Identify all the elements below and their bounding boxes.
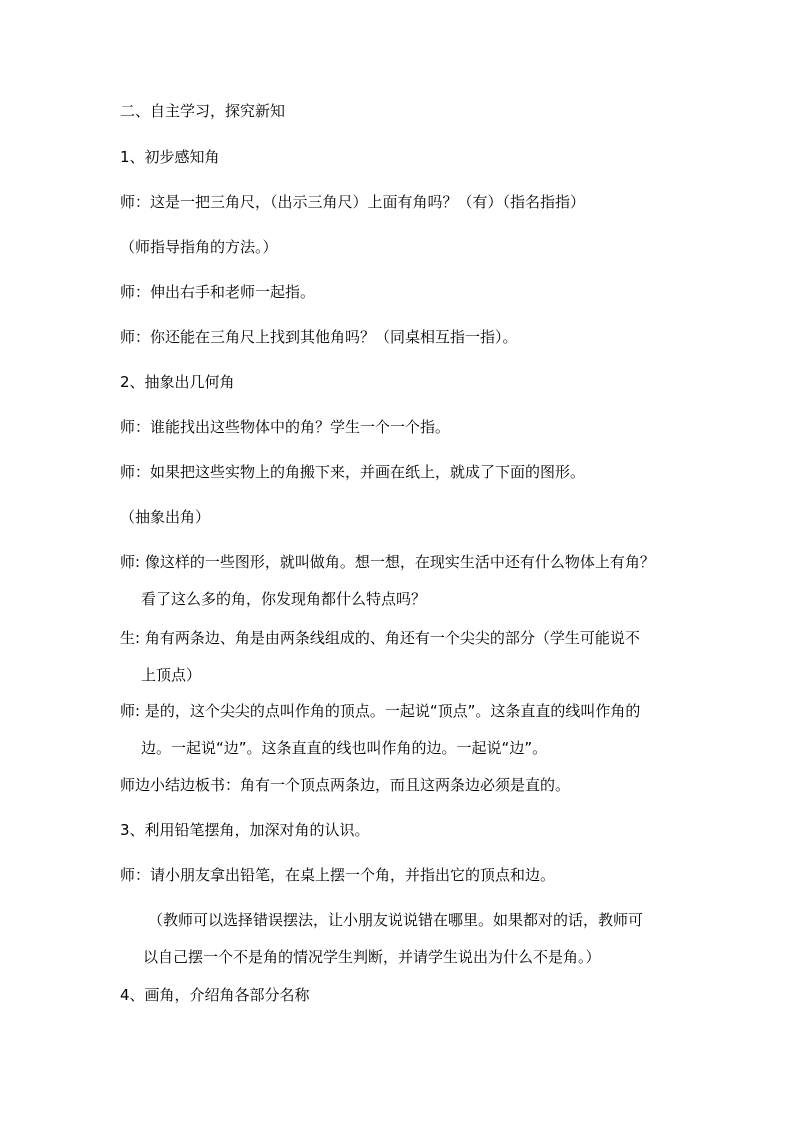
heading-2: 2、抽象出几何角 xyxy=(120,373,235,391)
heading-3: 3、利用铅笔摆角，加深对角的认识。 xyxy=(120,821,370,839)
paragraph: （师指导指角的方法。） xyxy=(120,238,278,256)
paragraph-block xyxy=(120,629,680,684)
paragraph: 师：请小朋友拿出铅笔，在桌上摆一个角，并指出它的顶点和边。 xyxy=(120,866,556,884)
paragraph-line: 师: 是的，这个尖尖的点叫作角的顶点。一起说“顶点”。这条直直的线叫作角的 xyxy=(120,702,641,720)
paragraph-block xyxy=(143,911,683,966)
paragraph: 师：谁能找出这些物体中的角？学生一个一个指。 xyxy=(120,418,451,436)
paragraph-line: 看了这么多的角，你发现角都什么特点吗？ xyxy=(141,590,427,608)
paragraph-line: 师: 像这样的一些图形，就叫做角。想一想，在现实生活中还有什么物体上有角？ xyxy=(120,553,655,571)
paragraph-block xyxy=(120,702,680,757)
section-title: 二、自主学习，探究新知 xyxy=(120,102,286,120)
paragraph-line: 以自己摆一个不是角的情况学生判断，并请学生说出为什么不是角。） xyxy=(143,948,601,966)
paragraph: 师：如果把这些实物上的角搬下来，并画在纸上，就成了下面的图形。 xyxy=(120,463,586,481)
paragraph: 师：这是一把三角尺，（出示三角尺）上面有角吗？（有）（指名指指） xyxy=(120,193,586,211)
paragraph-line: （教师可以选择错误摆法，让小朋友说说错在哪里。如果都对的话，教师可 xyxy=(148,911,644,929)
paragraph: （抽象出角） xyxy=(120,508,211,526)
paragraph: 师：你还能在三角尺上找到其他角吗？（同桌相互指一指）。 xyxy=(120,328,518,346)
paragraph-block xyxy=(120,553,680,608)
heading-4: 4、画角，介绍角各部分名称 xyxy=(120,986,310,1004)
heading-1: 1、初步感知角 xyxy=(120,148,220,166)
paragraph: 师：伸出右手和老师一起指。 xyxy=(120,283,316,301)
paragraph: 师边小结边板书：角有一个顶点两条边，而且这两条边必须是直的。 xyxy=(120,776,571,794)
paragraph-line: 生: 角有两条边、角是由两条线组成的、角还有一个尖尖的部分（学生可能说不 xyxy=(120,629,640,647)
paragraph-line: 边。一起说“边”。这条直直的线也叫作角的边。一起说“边”。 xyxy=(141,739,548,757)
paragraph-line: 上顶点） xyxy=(141,666,202,684)
